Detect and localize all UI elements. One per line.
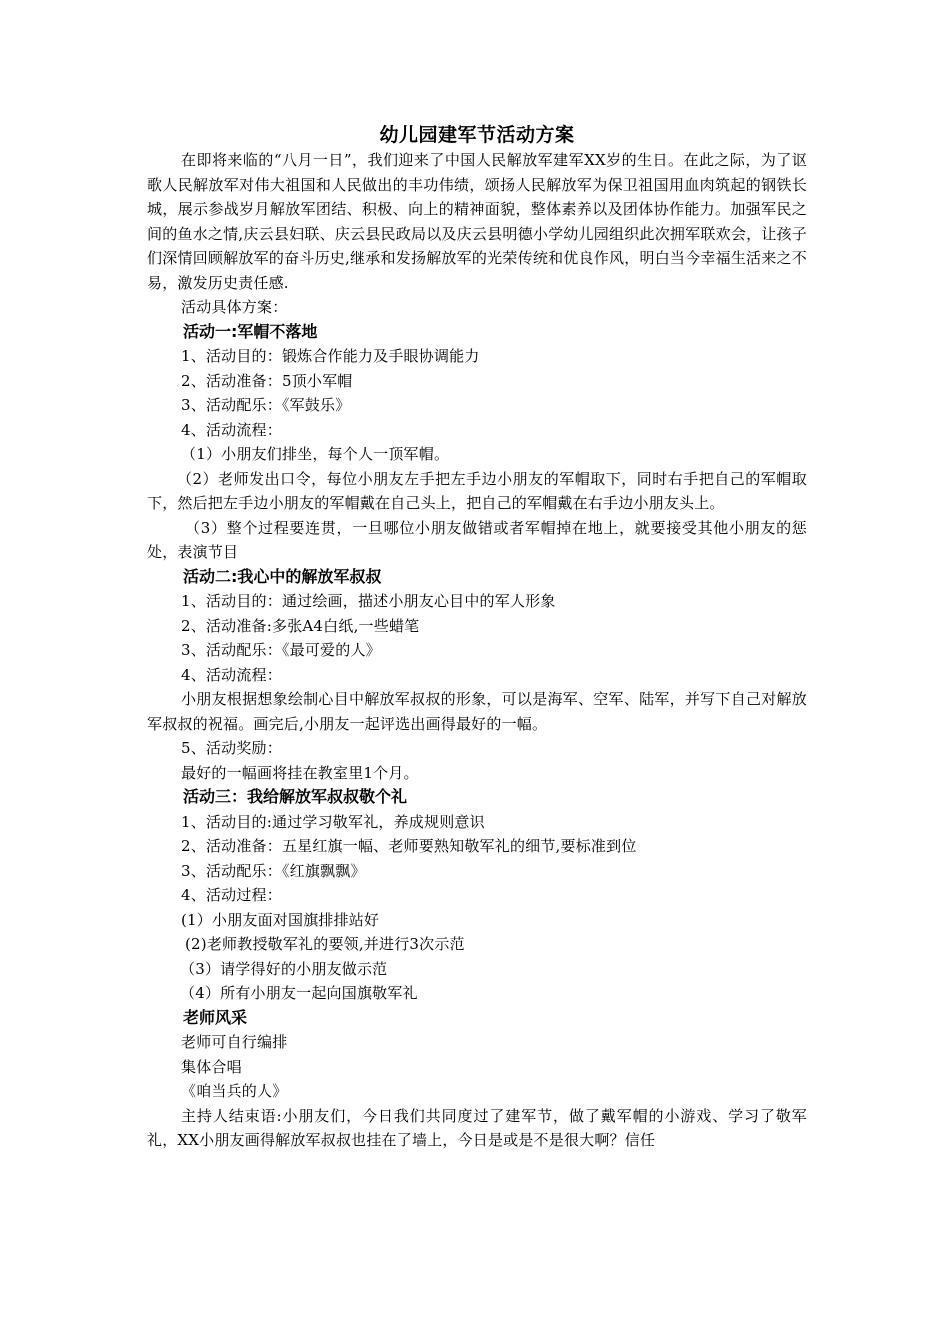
activity3-step3: （3）请学得好的小朋友做示范 xyxy=(180,959,388,978)
teacher-heading: 老师风采 xyxy=(183,1007,248,1027)
activity2-prep: 2、活动准备:多张A4白纸,一些蜡笔 xyxy=(181,616,420,635)
activity3-step2: (2)老师教授敬军礼的要领,并进行3次示范 xyxy=(185,935,465,953)
activity2-heading: 活动二:我心中的解放军叔叔 xyxy=(183,566,382,586)
activity1-step1: （1）小朋友们排坐，每个人一顶军帽。 xyxy=(181,445,450,463)
page-title: 幼儿园建军节活动方案 xyxy=(379,124,575,146)
teacher-song: 《咱当兵的人》 xyxy=(181,1082,288,1100)
activity3-step4: （4）所有小朋友一起向国旗敬军礼 xyxy=(180,984,418,1002)
document-body xyxy=(147,122,807,1153)
activity1-step2: （2）老师发出口令，每位小朋友左手把左手边小朋友的军帽取下，同时右手把自己的军帽取下，然后把左手边小朋友的军帽戴在自己头上，把自己的军帽戴在右手边小朋友头上。 xyxy=(147,469,807,512)
activity2-goal: 1、活动目的：通过绘画，描述小朋友心目中的军人形象 xyxy=(181,592,556,610)
closing-paragraph: 主持人结束语:小朋友们，今日我们共同度过了建军节，做了戴军帽的小游戏、学习了敬军礼，XX小朋友画得解放军叔叔也挂在了墙上，今日是或是不是很大啊？信任 xyxy=(147,1106,807,1149)
activity1-goal: 1、活动目的：锻炼合作能力及手眼协调能力 xyxy=(181,347,480,365)
activity1-flow-label: 4、活动流程： xyxy=(181,420,282,439)
teacher-line2: 集体合唱 xyxy=(181,1057,242,1076)
activity2-music: 3、活动配乐：《最可爱的人》 xyxy=(181,641,381,659)
teacher-line1: 老师可自行编排 xyxy=(181,1033,288,1051)
activity3-prep: 2、活动准备：五星红旗一幅、老师要熟知敬军礼的细节,要标准到位 xyxy=(181,837,637,855)
activity3-music: 3、活动配乐：《红旗飘飘》 xyxy=(181,861,366,880)
intro-paragraph: 在即将来临的“八月一日”，我们迎来了中国人民解放军建军XX岁的生日。在此之际，为了讴歌人民解放军对伟大祖国和人民做出的丰功伟绩，颂扬人民解放军为保卫祖国用血肉筑起的钢铁长城，展示参战岁月解放军团结、积极、向上的精神面貌，整体素养以及团体协作能力。加强军民之间的鱼水之情,庆云县妇联、庆云县民政局以及庆云县明德小学幼儿园组织此次拥军联欢会，让孩子们深情回顾解放军的奋斗历史,继承和发扬解放军的光荣传统和优良作风，明白当今幸福生活来之不易，激发历史责任感. xyxy=(147,151,807,292)
plan-label: 活动具体方案： xyxy=(181,298,288,316)
activity1-prep: 2、活动准备：5顶小军帽 xyxy=(181,371,353,390)
activity2-flow-text: 小朋友根据想象绘制心目中解放军叔叔的形象，可以是海军、空军、陆军，并写下自己对解放军叔叔的祝福。画完后,小朋友一起评选出画得最好的一幅。 xyxy=(147,690,807,733)
activity3-heading: 活动三：我给解放军叔叔敬个礼 xyxy=(183,787,408,806)
activity1-music: 3、活动配乐：《军鼓乐》 xyxy=(181,396,351,414)
activity2-reward-text: 最好的一幅画将挂在教室里1个月。 xyxy=(181,763,419,782)
activity3-goal: 1、活动目的:通过学习敬军礼，养成规则意识 xyxy=(181,812,485,831)
activity2-flow-label: 4、活动流程： xyxy=(181,665,282,684)
activity2-reward-label: 5、活动奖励： xyxy=(181,739,282,757)
activity3-process-label: 4、活动过程： xyxy=(181,886,282,904)
activity1-heading: 活动一:军帽不落地 xyxy=(183,321,318,341)
activity1-step3: （3）整个过程要连贯，一旦哪位小朋友做错或者军帽掉在地上，就要接受其他小朋友的惩处，表演节目 xyxy=(147,518,807,561)
activity3-step1: (1）小朋友面对国旗排排站好 xyxy=(181,910,380,929)
